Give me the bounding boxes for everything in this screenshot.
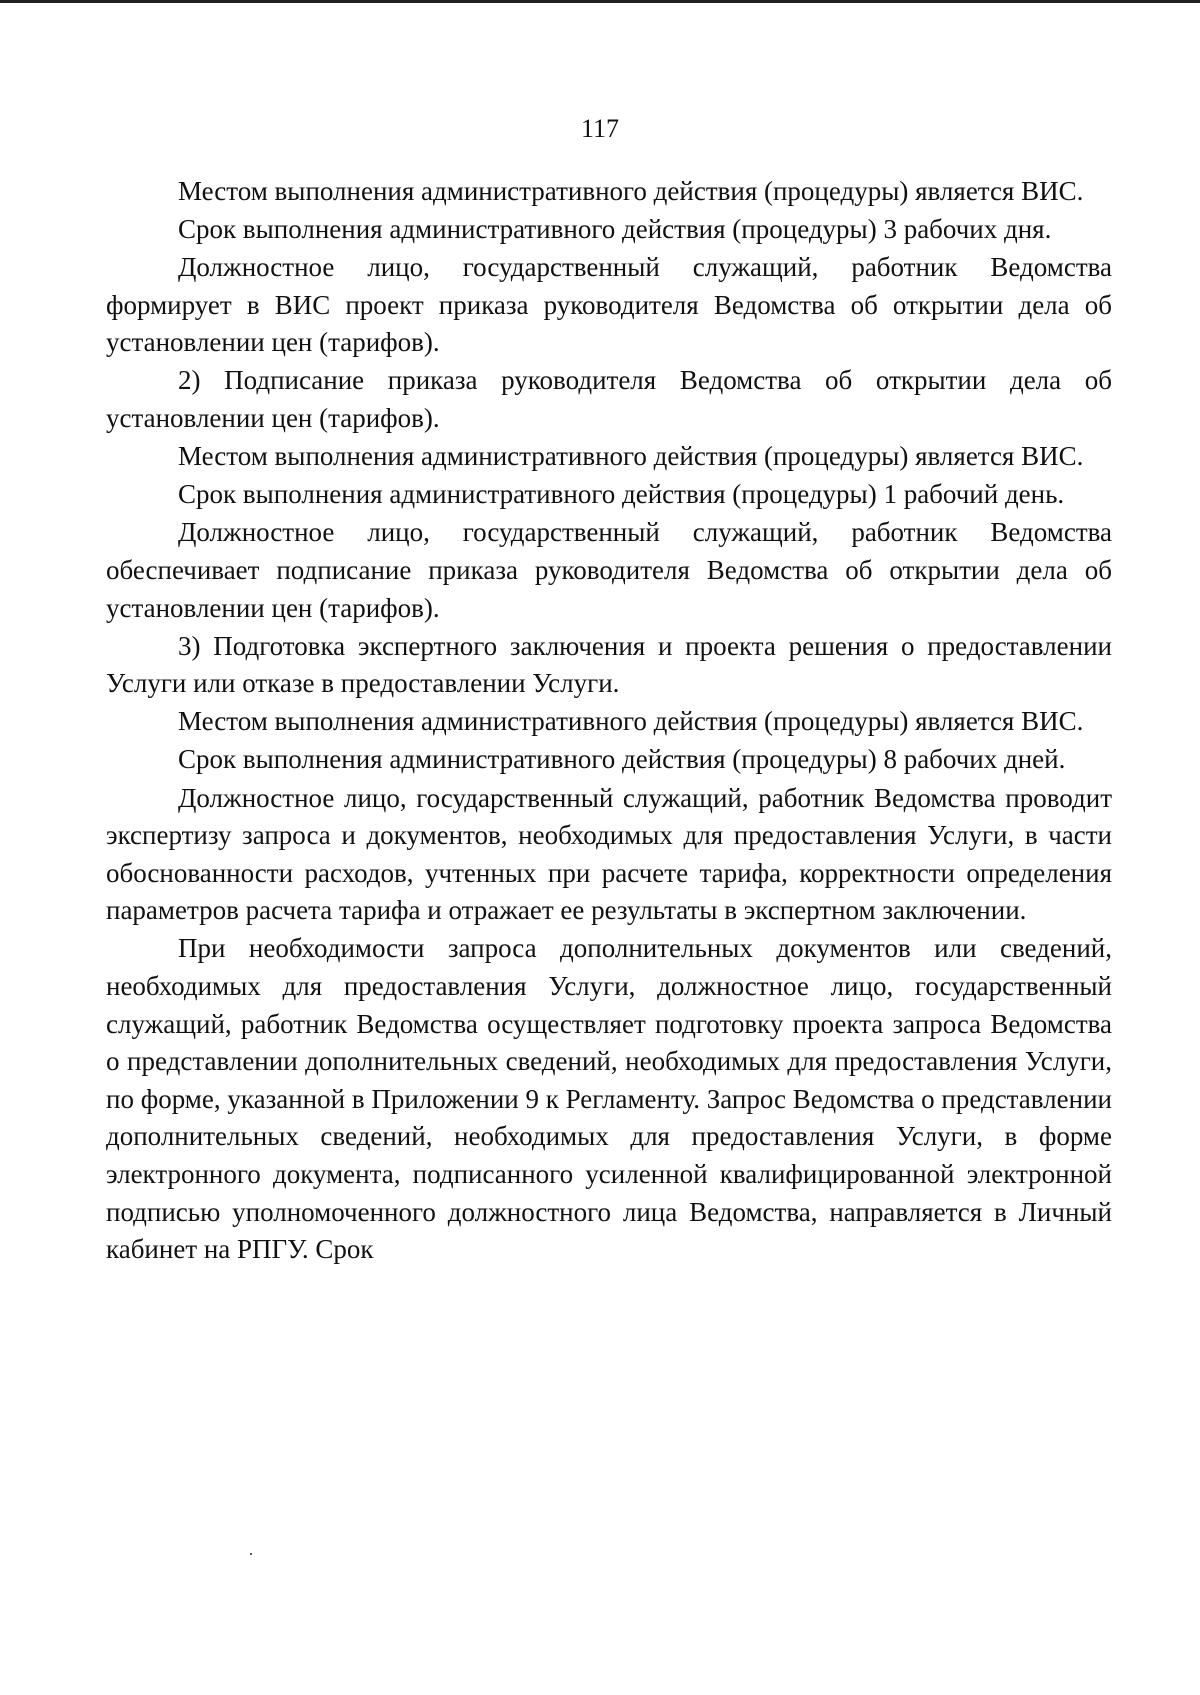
- paragraph: При необходимости запроса дополнительных документов или сведений, необходимых для предоставления Услуги, должностное лицо, государственный служащий, работник Ведомства осуществляет подготовку проекта запроса Ведомства о представлении дополнительных сведений, необходимых для предоставления Услуги, по форме, указанной в Приложении 9 к Регламенту. Запрос Ведомства о представлении дополнительных сведений, необходимых для предоставления Услуги, в форме электронного документа, подписанного усиленной квалифицированной электронной подписью уполномоченного должностного лица Ведомства, направляется в Личный кабинет на РПГУ. Срок: [106, 933, 1112, 1265]
- paragraph: 3) Подготовка экспертного заключения и проекта решения о предоставлении Услуги или отказе в предоставлении Услуги.: [106, 630, 1112, 699]
- scan-speck: [250, 1553, 252, 1555]
- paragraph: Должностное лицо, государственный служащий, работник Ведомства обеспечивает подписание приказа руководителя Ведомства об открытии дела об установлении цен (тарифов).: [106, 517, 1112, 623]
- paragraph: Местом выполнения административного действия (процедуры) является ВИС.: [178, 176, 1084, 206]
- paragraph: Срок выполнения административного действия (процедуры) 3 рабочих дня.: [178, 214, 1052, 245]
- document-body: [106, 173, 1112, 1269]
- paragraph: Местом выполнения административного действия (процедуры) является ВИС.: [178, 441, 1084, 472]
- paragraph: Срок выполнения административного действия (процедуры) 8 рабочих дней.: [178, 744, 1066, 775]
- paragraph: Срок выполнения административного действия (процедуры) 1 рабочий день.: [178, 479, 1065, 510]
- paragraph: Местом выполнения административного действия (процедуры) является ВИС.: [178, 706, 1084, 737]
- page-number: 117: [580, 114, 620, 143]
- paragraph: Должностное лицо, государственный служащий, работник Ведомства формирует в ВИС проект приказа руководителя Ведомства об открытии дела об установлении цен (тарифов).: [106, 252, 1112, 358]
- paragraph: Должностное лицо, государственный служащий, работник Ведомства проводит экспертизу запроса и документов, необходимых для предоставления Услуги, в части обоснованности расходов, учтенных при расчете тарифа, корректности определения параметров расчета тарифа и отражает ее результаты в экспертном заключении.: [106, 782, 1112, 926]
- paragraph: 2) Подписание приказа руководителя Ведомства об открытии дела об установлении цен (тарифов).: [106, 365, 1112, 434]
- page-top-border: [0, 0, 1200, 3]
